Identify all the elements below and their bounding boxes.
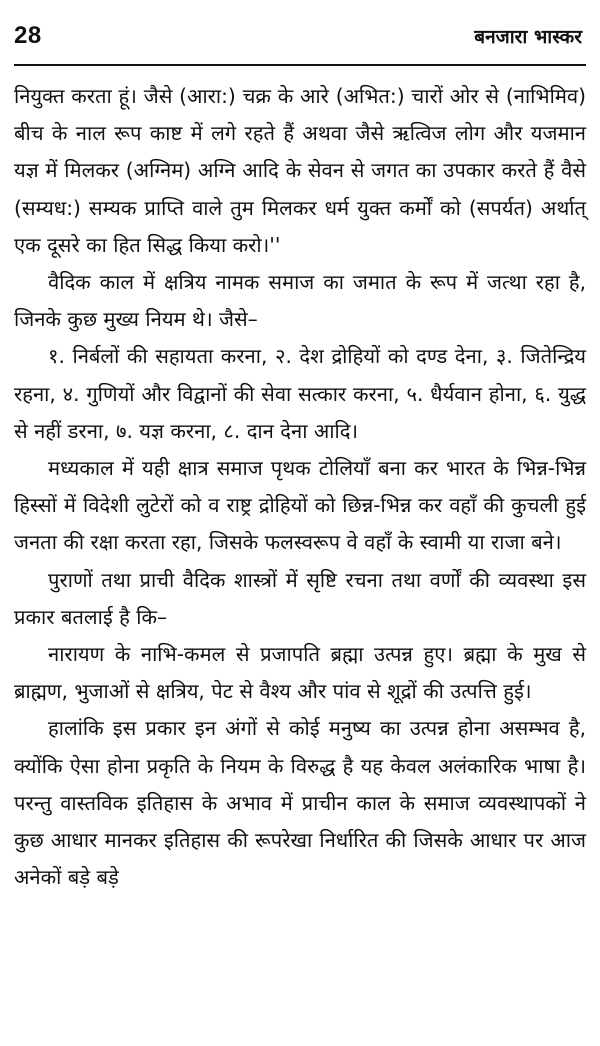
page-header bbox=[14, 22, 586, 56]
paragraph-puranas: पुराणों तथा प्राची वैदिक शास्त्रों में सृष्टि रचना तथा वर्णों की व्यवस्था इस प्रकार बतलाई है कि– bbox=[14, 567, 586, 629]
paragraph-continuation: नियुक्त करता हूं। जैसे (आरा:) चक्र के आरे (अभित:) चारों ओर से (नाभिमिव) बीच के नाल रूप काष्ट में लगे रहते हैं अथवा जैसे ऋत्विज लोग और यजमान यज्ञ में मिलकर (अग्निम) अग्नि आदि के सेवन से जगत का उपकार करते हैं वैसे (सम्यध:) सम्यक प्राप्ति वाले तुम मिलकर धर्म युक्त कर्मों को (सपर्यत) अर्थात् एक दूसरे का हित सिद्ध किया करो।'' bbox=[14, 84, 586, 257]
paragraph-narayana: नारायण के नाभि-कमल से प्रजापति ब्रह्मा उत्पन्न हुए। ब्रह्मा के मुख से ब्राह्मण, भुजाओं से क्षत्रिय, पेट से वैश्य और पांव से शूद्रों की उत्पत्ति हुई। bbox=[14, 642, 586, 704]
header-rule bbox=[14, 64, 586, 66]
paragraph-allegory: हालांकि इस प्रकार इन अंगों से कोई मनुष्य का उत्पन्न होना असम्भव है, क्योंकि ऐसा होना प्रकृति के नियम के विरुद्ध है यह केवल अलंकारिक भाषा है। परन्तु वास्तविक इतिहास के अभाव में प्राचीन काल के समाज व्यवस्थापकों ने कुछ आधार मानकर इतिहास की रूपरेखा निर्धारित की जिसके आधार पर आज अनेकों बड़े बड़े bbox=[14, 716, 586, 890]
page-number: 28 bbox=[14, 22, 42, 49]
running-title: बनजारा भास्कर bbox=[474, 26, 582, 48]
paragraph-rules-list: १. निर्बलों की सहायता करना, २. देश द्रोहियों को दण्ड देना, ३. जितेन्द्रिय रहना, ४. गुणियों और विद्वानों की सेवा सत्कार करना, ५. धैर्यवान होना, ६. युद्ध से नहीं डरना, ७. यज्ञ करना, ८. दान देना आदि। bbox=[14, 344, 586, 443]
paragraph-medieval: मध्यकाल में यही क्षात्र समाज पृथक टोलियाँ बना कर भारत के भिन्न-भिन्न हिस्सों में विदेशी लुटेरों को व राष्ट्र द्रोहियों को छिन्न-भिन्न कर वहाँ की कुचली हुई जनता की रक्षा करता रहा, जिसके फलस्वरूप वे वहाँ के स्वामी या राजा बने। bbox=[14, 456, 586, 555]
body-text bbox=[14, 78, 586, 896]
paragraph-vedic-kshatriya: वैदिक काल में क्षत्रिय नामक समाज का जमात के रूप में जत्था रहा है, जिनके कुछ मुख्य नियम थे। जैसे– bbox=[14, 270, 586, 332]
